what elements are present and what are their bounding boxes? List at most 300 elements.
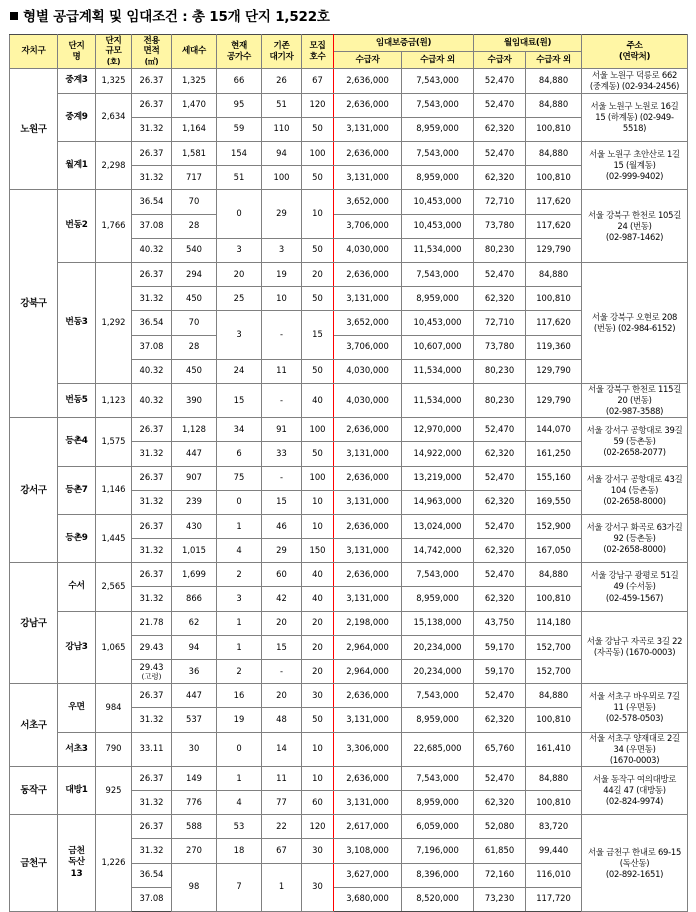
cell-current-vacancy: 1	[217, 635, 262, 659]
cell-households: 447	[172, 442, 217, 466]
cell-monthly-non-recipient: 167,050	[526, 539, 582, 563]
cell-deposit-non-recipient: 12,970,000	[402, 418, 474, 442]
cell-complex-name: 금천 독산 13	[58, 815, 96, 912]
cell-exclusive-area: 26.37	[132, 69, 172, 93]
cell-district: 동작구	[10, 766, 58, 814]
cell-monthly-non-recipient: 99,440	[526, 839, 582, 863]
cell-monthly-non-recipient: 169,550	[526, 490, 582, 514]
cell-recruit-units: 150	[302, 539, 334, 563]
cell-households: 1,470	[172, 93, 217, 117]
cell-monthly-recipient: 62,320	[474, 708, 526, 732]
current-vacancy-line2: 공가수	[226, 51, 251, 62]
cell-district: 금천구	[10, 815, 58, 912]
cell-exclusive-area: 21.78	[132, 611, 172, 635]
cell-recruit-units: 20	[302, 660, 334, 684]
cell-existing-waitlist: 67	[262, 839, 302, 863]
table-header	[10, 35, 688, 69]
cell-address: 서울 강서구 화곡로 63가길 92 (등촌동) (02-2658-8000)	[582, 514, 688, 562]
cell-monthly-non-recipient: 84,880	[526, 142, 582, 166]
cell-district: 강북구	[10, 190, 58, 418]
cell-monthly-recipient: 52,470	[474, 142, 526, 166]
table-row	[10, 514, 688, 538]
cell-households: 270	[172, 839, 217, 863]
cell-deposit-non-recipient: 15,138,000	[402, 611, 474, 635]
cell-existing-waitlist: 91	[262, 418, 302, 442]
complex-name-line2: 명	[72, 51, 81, 62]
cell-complex-name: 등촌9	[58, 514, 96, 562]
cell-complex-scale: 1,123	[96, 383, 132, 417]
exclusive-area-unit: (㎡)	[144, 56, 159, 66]
table-row	[10, 684, 688, 708]
cell-address: 서울 강북구 오현로 208 (번동) (02-984-6152)	[582, 262, 688, 383]
cell-current-vacancy: 1	[217, 514, 262, 538]
cell-monthly-non-recipient: 100,810	[526, 587, 582, 611]
table-row	[10, 262, 688, 286]
cell-existing-waitlist: 14	[262, 732, 302, 766]
cell-deposit-non-recipient: 8,959,000	[402, 587, 474, 611]
cell-deposit-non-recipient: 7,543,000	[402, 684, 474, 708]
cell-deposit-recipient: 2,636,000	[334, 514, 402, 538]
cell-deposit-non-recipient: 7,543,000	[402, 563, 474, 587]
cell-current-vacancy: 53	[217, 815, 262, 839]
complex-scale-unit: (호)	[106, 56, 121, 66]
address-line2: (연락처)	[618, 51, 651, 62]
cell-deposit-non-recipient: 7,543,000	[402, 69, 474, 93]
cell-deposit-non-recipient: 11,534,000	[402, 238, 474, 262]
cell-households: 28	[172, 335, 217, 359]
cell-deposit-non-recipient: 8,959,000	[402, 117, 474, 141]
bullet-square-icon	[10, 12, 18, 20]
cell-current-vacancy: 24	[217, 359, 262, 383]
cell-deposit-recipient: 3,652,000	[334, 311, 402, 335]
cell-deposit-recipient: 3,131,000	[334, 490, 402, 514]
cell-households: 294	[172, 262, 217, 286]
cell-complex-scale: 1,065	[96, 611, 132, 684]
cell-current-vacancy: 25	[217, 287, 262, 311]
cell-existing-waitlist: 3	[262, 238, 302, 262]
cell-deposit-recipient: 3,108,000	[334, 839, 402, 863]
cell-exclusive-area: 37.08	[132, 335, 172, 359]
cell-existing-waitlist: -	[262, 660, 302, 684]
header-row-1	[10, 35, 688, 52]
cell-households: 430	[172, 514, 217, 538]
address-line1: 주소	[626, 41, 643, 52]
col-header-complex-name	[58, 35, 96, 69]
cell-monthly-recipient: 62,320	[474, 539, 526, 563]
col-header-existing-waitlist	[262, 35, 302, 69]
cell-households: 540	[172, 238, 217, 262]
cell-households: 1,325	[172, 69, 217, 93]
cell-deposit-non-recipient: 14,922,000	[402, 442, 474, 466]
cell-existing-waitlist: 46	[262, 514, 302, 538]
cell-exclusive-area: 36.54	[132, 311, 172, 335]
cell-households: 776	[172, 791, 217, 815]
cell-deposit-non-recipient: 7,543,000	[402, 766, 474, 790]
cell-existing-waitlist: 100	[262, 166, 302, 190]
cell-monthly-non-recipient: 100,810	[526, 166, 582, 190]
cell-exclusive-area: 26.37	[132, 466, 172, 490]
cell-monthly-recipient: 80,230	[474, 359, 526, 383]
cell-monthly-non-recipient: 129,790	[526, 359, 582, 383]
cell-recruit-units: 50	[302, 166, 334, 190]
cell-address: 서울 노원구 초안산로 1길 15 (월계동) (02-999-9402)	[582, 142, 688, 190]
cell-current-vacancy: 6	[217, 442, 262, 466]
cell-deposit-recipient: 3,306,000	[334, 732, 402, 766]
cell-existing-waitlist: 20	[262, 611, 302, 635]
cell-exclusive-area: 26.37	[132, 262, 172, 286]
cell-deposit-non-recipient: 22,685,000	[402, 732, 474, 766]
cell-deposit-recipient: 3,131,000	[334, 791, 402, 815]
cell-existing-waitlist: 11	[262, 766, 302, 790]
cell-address: 서울 서초구 양재대로 2길 34 (우면동) (1670-0003)	[582, 732, 688, 766]
cell-recruit-units: 10	[302, 490, 334, 514]
cell-monthly-non-recipient: 100,810	[526, 791, 582, 815]
cell-monthly-recipient: 52,470	[474, 766, 526, 790]
cell-current-vacancy: 3	[217, 238, 262, 262]
col-header-district: 자치구	[10, 35, 58, 69]
cell-exclusive-area: 29.43 (고령)	[132, 660, 172, 684]
cell-complex-scale: 2,565	[96, 563, 132, 611]
complex-scale-line2: 규모	[105, 46, 122, 57]
cell-existing-waitlist: 42	[262, 587, 302, 611]
cell-existing-waitlist: 15	[262, 490, 302, 514]
col-header-complex-scale	[96, 35, 132, 69]
cell-complex-scale: 1,445	[96, 514, 132, 562]
cell-existing-waitlist: 10	[262, 287, 302, 311]
cell-current-vacancy: 7	[217, 863, 262, 911]
cell-recruit-units: 50	[302, 238, 334, 262]
cell-households: 907	[172, 466, 217, 490]
cell-complex-scale: 1,146	[96, 466, 132, 514]
table-row	[10, 732, 688, 766]
cell-deposit-recipient: 3,131,000	[334, 442, 402, 466]
cell-deposit-recipient: 2,964,000	[334, 635, 402, 659]
cell-monthly-non-recipient: 117,720	[526, 887, 582, 911]
cell-monthly-non-recipient: 83,720	[526, 815, 582, 839]
cell-address: 서울 강남구 광평로 51길 49 (수서동) (02-459-1567)	[582, 563, 688, 611]
cell-monthly-non-recipient: 114,180	[526, 611, 582, 635]
cell-monthly-recipient: 52,470	[474, 93, 526, 117]
cell-exclusive-area: 26.37	[132, 418, 172, 442]
cell-recruit-units: 10	[302, 190, 334, 238]
cell-address: 서울 서초구 바우뫼로 7길 11 (우면동) (02-578-0503)	[582, 684, 688, 732]
cell-exclusive-area: 36.54	[132, 863, 172, 887]
cell-exclusive-area: 31.32	[132, 839, 172, 863]
cell-recruit-units: 100	[302, 466, 334, 490]
cell-monthly-recipient: 73,780	[474, 214, 526, 238]
cell-households: 98	[172, 863, 217, 911]
cell-monthly-recipient: 65,760	[474, 732, 526, 766]
cell-deposit-recipient: 2,636,000	[334, 262, 402, 286]
cell-exclusive-area: 29.43	[132, 635, 172, 659]
table-row	[10, 418, 688, 442]
cell-complex-name: 서초3	[58, 732, 96, 766]
cell-exclusive-area: 31.32	[132, 539, 172, 563]
cell-households: 239	[172, 490, 217, 514]
cell-address: 서울 강북구 한천로 105길 24 (번동) (02-987-1462)	[582, 190, 688, 263]
table-row	[10, 466, 688, 490]
cell-monthly-non-recipient: 117,620	[526, 311, 582, 335]
table-row	[10, 383, 688, 417]
cell-deposit-non-recipient: 10,607,000	[402, 335, 474, 359]
cell-current-vacancy: 15	[217, 383, 262, 417]
table-body	[10, 69, 688, 912]
cell-deposit-recipient: 4,030,000	[334, 383, 402, 417]
cell-existing-waitlist: 1	[262, 863, 302, 911]
cell-monthly-non-recipient: 84,880	[526, 93, 582, 117]
cell-current-vacancy: 19	[217, 708, 262, 732]
cell-deposit-recipient: 2,198,000	[334, 611, 402, 635]
cell-households: 1,581	[172, 142, 217, 166]
cell-monthly-non-recipient: 100,810	[526, 708, 582, 732]
cell-current-vacancy: 1	[217, 611, 262, 635]
cell-households: 866	[172, 587, 217, 611]
cell-monthly-recipient: 62,320	[474, 442, 526, 466]
cell-households: 390	[172, 383, 217, 417]
cell-deposit-recipient: 2,964,000	[334, 660, 402, 684]
cell-monthly-recipient: 52,470	[474, 418, 526, 442]
cell-complex-name: 등촌7	[58, 466, 96, 514]
cell-exclusive-area: 31.32	[132, 287, 172, 311]
cell-current-vacancy: 34	[217, 418, 262, 442]
col-header-monthly-recipient: 수급자	[474, 52, 526, 69]
cell-current-vacancy: 0	[217, 190, 262, 238]
cell-monthly-recipient: 52,080	[474, 815, 526, 839]
cell-deposit-recipient: 3,131,000	[334, 708, 402, 732]
cell-recruit-units: 120	[302, 815, 334, 839]
cell-monthly-non-recipient: 119,360	[526, 335, 582, 359]
cell-existing-waitlist: 94	[262, 142, 302, 166]
table-row	[10, 190, 688, 214]
cell-monthly-recipient: 72,160	[474, 863, 526, 887]
cell-households: 447	[172, 684, 217, 708]
cell-exclusive-area: 26.37	[132, 93, 172, 117]
cell-deposit-non-recipient: 10,453,000	[402, 214, 474, 238]
recruit-units-line2: 호수	[309, 51, 326, 62]
cell-exclusive-area: 40.32	[132, 359, 172, 383]
cell-monthly-non-recipient: 116,010	[526, 863, 582, 887]
cell-deposit-recipient: 2,636,000	[334, 684, 402, 708]
cell-recruit-units: 20	[302, 262, 334, 286]
cell-deposit-recipient: 2,636,000	[334, 69, 402, 93]
cell-deposit-non-recipient: 13,219,000	[402, 466, 474, 490]
cell-exclusive-area: 40.32	[132, 383, 172, 417]
cell-current-vacancy: 0	[217, 732, 262, 766]
cell-households: 1,164	[172, 117, 217, 141]
cell-existing-waitlist: 77	[262, 791, 302, 815]
cell-existing-waitlist: 51	[262, 93, 302, 117]
cell-complex-name: 강남3	[58, 611, 96, 684]
cell-current-vacancy: 16	[217, 684, 262, 708]
cell-monthly-non-recipient: 117,620	[526, 190, 582, 214]
cell-monthly-non-recipient: 100,810	[526, 287, 582, 311]
cell-deposit-recipient: 2,636,000	[334, 93, 402, 117]
cell-exclusive-area: 31.32	[132, 117, 172, 141]
col-header-deposit-non-recipient: 수급자 외	[402, 52, 474, 69]
cell-deposit-non-recipient: 8,396,000	[402, 863, 474, 887]
cell-monthly-recipient: 59,170	[474, 660, 526, 684]
cell-recruit-units: 100	[302, 418, 334, 442]
cell-exclusive-area: 31.32	[132, 490, 172, 514]
cell-exclusive-area: 31.32	[132, 166, 172, 190]
cell-monthly-recipient: 61,850	[474, 839, 526, 863]
cell-complex-scale: 1,226	[96, 815, 132, 912]
cell-district: 서초구	[10, 684, 58, 767]
cell-existing-waitlist: -	[262, 383, 302, 417]
cell-monthly-non-recipient: 84,880	[526, 766, 582, 790]
cell-deposit-recipient: 3,706,000	[334, 214, 402, 238]
cell-district: 노원구	[10, 69, 58, 190]
cell-monthly-non-recipient: 161,250	[526, 442, 582, 466]
cell-households: 1,699	[172, 563, 217, 587]
cell-deposit-recipient: 2,617,000	[334, 815, 402, 839]
cell-deposit-non-recipient: 14,742,000	[402, 539, 474, 563]
cell-monthly-recipient: 80,230	[474, 383, 526, 417]
cell-recruit-units: 67	[302, 69, 334, 93]
cell-monthly-recipient: 73,230	[474, 887, 526, 911]
cell-deposit-non-recipient: 10,453,000	[402, 311, 474, 335]
cell-monthly-non-recipient: 84,880	[526, 262, 582, 286]
cell-complex-name: 수서	[58, 563, 96, 611]
cell-exclusive-area: 26.37	[132, 815, 172, 839]
cell-district: 강남구	[10, 563, 58, 684]
cell-deposit-recipient: 4,030,000	[334, 359, 402, 383]
complex-name-line1: 단지	[68, 41, 85, 52]
cell-deposit-recipient: 3,652,000	[334, 190, 402, 214]
cell-monthly-recipient: 73,780	[474, 335, 526, 359]
cell-deposit-non-recipient: 14,963,000	[402, 490, 474, 514]
cell-complex-name: 중계3	[58, 69, 96, 93]
cell-existing-waitlist: 29	[262, 539, 302, 563]
cell-monthly-recipient: 62,320	[474, 166, 526, 190]
cell-complex-name: 번동5	[58, 383, 96, 417]
cell-monthly-non-recipient: 161,410	[526, 732, 582, 766]
col-header-deposit-recipient: 수급자	[334, 52, 402, 69]
cell-deposit-recipient: 2,636,000	[334, 766, 402, 790]
cell-recruit-units: 50	[302, 708, 334, 732]
cell-exclusive-area: 31.32	[132, 442, 172, 466]
cell-monthly-non-recipient: 144,070	[526, 418, 582, 442]
col-header-monthly-group: 월임대료(원)	[474, 35, 582, 52]
cell-deposit-non-recipient: 7,543,000	[402, 262, 474, 286]
cell-households: 70	[172, 311, 217, 335]
cell-recruit-units: 50	[302, 117, 334, 141]
cell-recruit-units: 40	[302, 383, 334, 417]
cell-deposit-non-recipient: 10,453,000	[402, 190, 474, 214]
cell-households: 36	[172, 660, 217, 684]
cell-recruit-units: 30	[302, 863, 334, 911]
cell-households: 450	[172, 359, 217, 383]
table-row	[10, 69, 688, 93]
cell-monthly-recipient: 52,470	[474, 514, 526, 538]
cell-district: 강서구	[10, 418, 58, 563]
cell-complex-name: 등촌4	[58, 418, 96, 466]
cell-address: 서울 강서구 공항대로 39길 59 (등촌동) (02-2658-2077)	[582, 418, 688, 466]
cell-current-vacancy: 95	[217, 93, 262, 117]
cell-current-vacancy: 18	[217, 839, 262, 863]
cell-existing-waitlist: 29	[262, 190, 302, 238]
cell-existing-waitlist: 22	[262, 815, 302, 839]
cell-deposit-non-recipient: 20,234,000	[402, 660, 474, 684]
cell-households: 1,128	[172, 418, 217, 442]
cell-existing-waitlist: 60	[262, 563, 302, 587]
cell-complex-name: 번동3	[58, 262, 96, 383]
cell-current-vacancy: 2	[217, 563, 262, 587]
cell-complex-scale: 984	[96, 684, 132, 732]
cell-recruit-units: 30	[302, 684, 334, 708]
cell-complex-scale: 2,298	[96, 142, 132, 190]
cell-recruit-units: 50	[302, 287, 334, 311]
cell-monthly-recipient: 43,750	[474, 611, 526, 635]
cell-exclusive-area: 31.32	[132, 708, 172, 732]
cell-deposit-non-recipient: 13,024,000	[402, 514, 474, 538]
cell-deposit-non-recipient: 8,959,000	[402, 791, 474, 815]
cell-address: 서울 강남구 자곡로 3길 22 (자곡동) (1670-0003)	[582, 611, 688, 684]
cell-monthly-recipient: 59,170	[474, 635, 526, 659]
cell-address: 서울 노원구 덕릉로 662 (중계동) (02-934-2456)	[582, 69, 688, 93]
cell-households: 30	[172, 732, 217, 766]
cell-deposit-recipient: 3,680,000	[334, 887, 402, 911]
cell-monthly-recipient: 62,320	[474, 117, 526, 141]
cell-exclusive-area: 26.37	[132, 514, 172, 538]
cell-existing-waitlist: 48	[262, 708, 302, 732]
cell-households: 149	[172, 766, 217, 790]
cell-exclusive-area: 26.37	[132, 766, 172, 790]
cell-monthly-non-recipient: 155,160	[526, 466, 582, 490]
cell-address: 서울 노원구 노원로 16길 15 (하계동) (02-949-5518)	[582, 93, 688, 141]
recruit-units-line1: 모집	[309, 41, 326, 52]
cell-existing-waitlist: 33	[262, 442, 302, 466]
cell-deposit-recipient: 4,030,000	[334, 238, 402, 262]
cell-complex-name: 번동2	[58, 190, 96, 263]
cell-current-vacancy: 4	[217, 791, 262, 815]
cell-deposit-recipient: 2,636,000	[334, 466, 402, 490]
cell-current-vacancy: 66	[217, 69, 262, 93]
cell-monthly-non-recipient: 129,790	[526, 238, 582, 262]
cell-recruit-units: 10	[302, 732, 334, 766]
cell-complex-scale: 925	[96, 766, 132, 814]
cell-deposit-recipient: 3,131,000	[334, 166, 402, 190]
cell-recruit-units: 15	[302, 311, 334, 359]
cell-households: 717	[172, 166, 217, 190]
cell-existing-waitlist: -	[262, 311, 302, 359]
cell-monthly-recipient: 80,230	[474, 238, 526, 262]
page-title	[10, 7, 687, 27]
cell-households: 450	[172, 287, 217, 311]
table-row	[10, 815, 688, 839]
cell-deposit-non-recipient: 7,543,000	[402, 93, 474, 117]
page-title-text: 형별 공급계획 및 임대조건 : 총 15개 단지 1,522호	[23, 9, 330, 25]
cell-complex-scale: 1,766	[96, 190, 132, 263]
cell-exclusive-area: 26.37	[132, 563, 172, 587]
cell-recruit-units: 40	[302, 587, 334, 611]
cell-monthly-non-recipient: 100,810	[526, 117, 582, 141]
cell-deposit-non-recipient: 11,534,000	[402, 383, 474, 417]
cell-deposit-recipient: 3,131,000	[334, 539, 402, 563]
complex-scale-line1: 단지	[105, 36, 122, 46]
cell-exclusive-area: 36.54	[132, 190, 172, 214]
cell-deposit-recipient: 2,636,000	[334, 418, 402, 442]
cell-recruit-units: 40	[302, 563, 334, 587]
cell-deposit-recipient: 3,131,000	[334, 287, 402, 311]
cell-monthly-non-recipient: 84,880	[526, 69, 582, 93]
cell-monthly-non-recipient: 152,900	[526, 514, 582, 538]
cell-monthly-recipient: 72,710	[474, 311, 526, 335]
cell-complex-scale: 1,292	[96, 262, 132, 383]
cell-exclusive-area: 33.11	[132, 732, 172, 766]
cell-monthly-non-recipient: 152,700	[526, 635, 582, 659]
cell-recruit-units: 20	[302, 611, 334, 635]
